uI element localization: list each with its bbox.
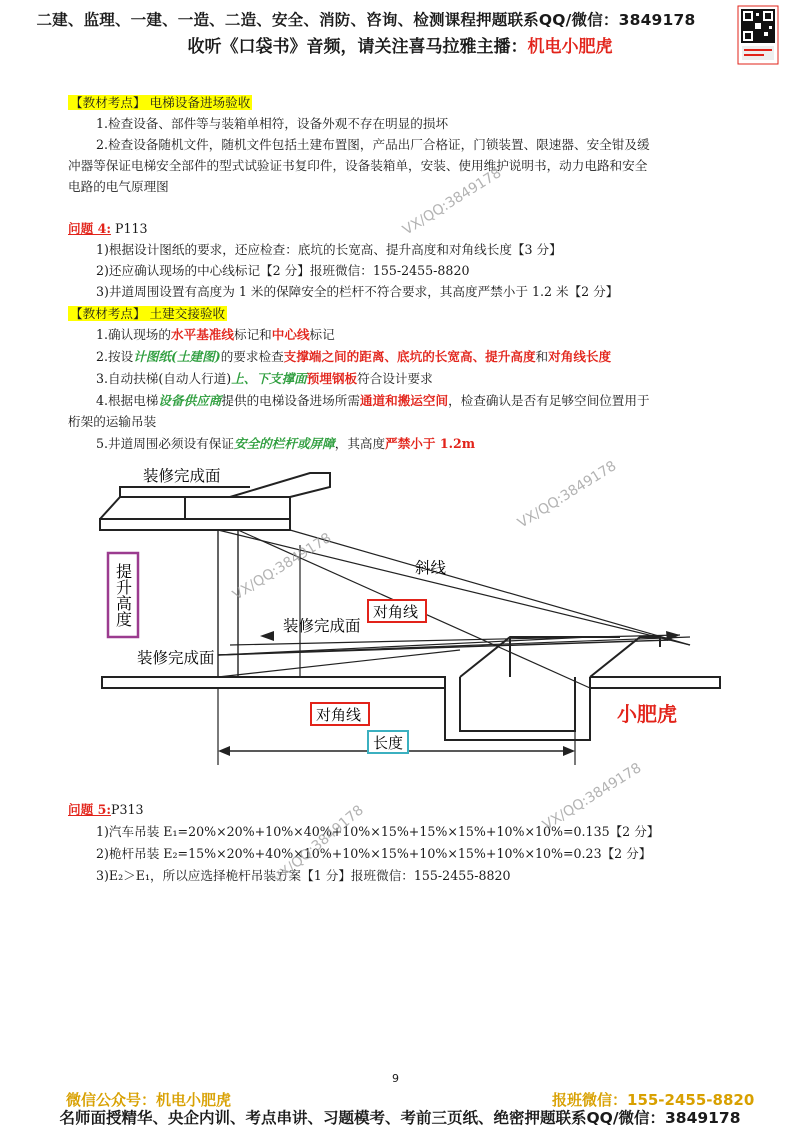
s2i2-b: 计图纸(土建图) — [133, 349, 221, 364]
s2i2-c: 的要求检查 — [220, 349, 284, 364]
s2i2-e: 和 — [535, 349, 549, 364]
header-audio-prefix: 收听《口袋书》音频，请关注喜马拉雅主播： — [187, 37, 528, 57]
section1-item2-line1: 2.检查设备随机文件，随机文件包括土建布置图，产品出厂合格证，门锁装置、限速器、安全钳及缓 — [96, 137, 650, 152]
watermark: VX/QQ:3849178 — [230, 530, 335, 604]
s2i1-b: 水平基准线 — [171, 327, 234, 342]
s2i1-e: 标记 — [309, 327, 335, 342]
q5-label: 问题 5: — [68, 802, 111, 817]
diagonal-bottom-label: 对角线 — [316, 706, 362, 724]
header-audio-host: 机电小肥虎 — [527, 37, 613, 57]
qr-code-icon — [736, 4, 780, 66]
section1-tag: 【教材考点】 — [70, 95, 146, 110]
upper-floor-top-edge — [100, 497, 185, 519]
page-number: 9 — [392, 1072, 399, 1085]
s2i2-a: 2.按设 — [96, 349, 134, 364]
q5-answer2: 2)桅杆吊装 E₂=15%×20%+40%×10%+10%×15%+10%×15%+10%×10%=0.23【2 分】 — [96, 846, 652, 861]
s2i3-d: 符合设计要求 — [357, 371, 433, 386]
footer-signup-wechat: 报班微信：155-2455-8820 — [552, 1091, 755, 1109]
diagonal-top-label: 对角线 — [373, 603, 419, 621]
lower-floor-slab — [102, 677, 445, 688]
s2i4-e: ，检查确认是否有足够空间位置用于 — [448, 393, 650, 408]
section2-item1 — [96, 325, 335, 344]
escalator-diagram — [0, 455, 800, 785]
watermark: VX/QQ:3849178 — [540, 760, 645, 834]
s2i3-c: 预埋钢板 — [306, 371, 358, 386]
section2-item3 — [96, 369, 433, 388]
slant-label: 斜线 — [415, 559, 447, 577]
section1-item2-line3: 电路的电气原理图 — [68, 179, 169, 194]
section2-item4-cont: 桁架的运输吊装 — [68, 414, 157, 429]
finish-surface-mid-label: 装修完成面 — [283, 617, 361, 635]
header-audio-line — [0, 32, 800, 57]
section1-item1: 1.检查设备、部件等与装箱单相符，设备外观不存在明显的损坏 — [96, 116, 449, 131]
s2i1-a: 1.确认现场的 — [96, 327, 171, 342]
section2-tag: 【教材考点】 — [70, 306, 146, 321]
s2i1-d: 中心线 — [271, 327, 310, 342]
s2i3-b: 上、下支撑面 — [231, 371, 307, 386]
brand-label: 小肥虎 — [617, 702, 677, 726]
q4-answer2: 2)还应确认现场的中心线标记【2 分】报班微信：155-2455-8820 — [96, 263, 470, 278]
finish-surface-low-label: 装修完成面 — [137, 649, 215, 667]
footer-wechat-account: 微信公众号：机电小肥虎 — [66, 1091, 232, 1109]
upper-landing — [230, 473, 330, 497]
q4-label: 问题 4: — [68, 221, 111, 236]
q4-answer1: 1)根据设计图纸的要求，还应检查：底坑的长宽高、提升高度和对角线长度【3 分】 — [96, 242, 562, 257]
s2i2-d: 支撑端之间的距离、底坑的长宽高、提升高度 — [283, 349, 536, 364]
s2i2-f: 对角线长度 — [548, 349, 612, 364]
section2-item2 — [96, 347, 611, 366]
q4-heading — [68, 219, 148, 238]
s2i5-b: 安全的栏杆或屏障 — [233, 436, 335, 451]
section1-title: 电梯设备进场验收 — [149, 95, 251, 110]
section2-item4 — [96, 391, 650, 410]
s2i5-c: ，其高度 — [334, 436, 386, 451]
s2i4-d: 通道和搬运空间 — [359, 393, 449, 408]
section2-title: 土建交接验收 — [149, 306, 226, 321]
section1-item2-line2: 冲器等保证电梯安全部件的型式试验证书复印件，设备装箱单，安装、使用维护说明书，动力电路和安全 — [68, 158, 648, 173]
s2i4-a: 4.根据电梯 — [96, 393, 159, 408]
lift-height-label: 提升高度 — [113, 563, 133, 627]
s2i5-a: 5.井道周围必须设有保证 — [96, 436, 234, 451]
s2i4-c: 提供的电梯设备进场所需 — [221, 393, 360, 408]
s2i1-c: 标记和 — [233, 327, 272, 342]
s2i5-d: 严禁小于 1.2m — [385, 436, 476, 451]
upper-floor-slab — [100, 519, 290, 530]
section2-item5 — [96, 434, 475, 453]
watermark: VX/QQ:3849178 — [270, 802, 367, 888]
s2i3-a: 3.自动扶梯(自动人行道) — [96, 371, 232, 386]
length-label: 长度 — [373, 734, 404, 752]
section2-heading — [68, 304, 227, 323]
section1-heading — [68, 93, 252, 112]
header-contact-line: 二建、监理、一建、一造、二造、安全、消防、咨询、检测课程押题联系QQ/微信：3849178 — [36, 11, 696, 29]
finish-surface-top-label: 装修完成面 — [143, 467, 221, 485]
q4-ref: P113 — [110, 221, 148, 236]
q5-answer1: 1)汽车吊装 E₁=20%×20%+10%×40%+10%×15%+15%×15%+10%×10%=0.135【2 分】 — [96, 824, 660, 839]
watermark: VX/QQ:3849178 — [515, 458, 620, 532]
q5-ref: P313 — [110, 802, 144, 817]
watermark: VX/QQ:3849178 — [400, 165, 505, 239]
q5-heading — [68, 800, 144, 819]
s2i4-b: 设备供应商 — [158, 393, 222, 408]
q5-answer3: 3)E₂＞E₁，所以应选择桅杆吊装方案【1 分】报班微信：155-2455-8820 — [96, 868, 511, 883]
q4-answer3: 3)井道周围设置有高度为 1 米的保障安全的栏杆不符合要求，其高度严禁小于 1.2 米【2 分】 — [96, 284, 619, 299]
footer-course-line: 名师面授精华、央企内训、考点串讲、习题模考、考前三页纸、绝密押题联系QQ/微信：3849178 — [59, 1109, 741, 1127]
